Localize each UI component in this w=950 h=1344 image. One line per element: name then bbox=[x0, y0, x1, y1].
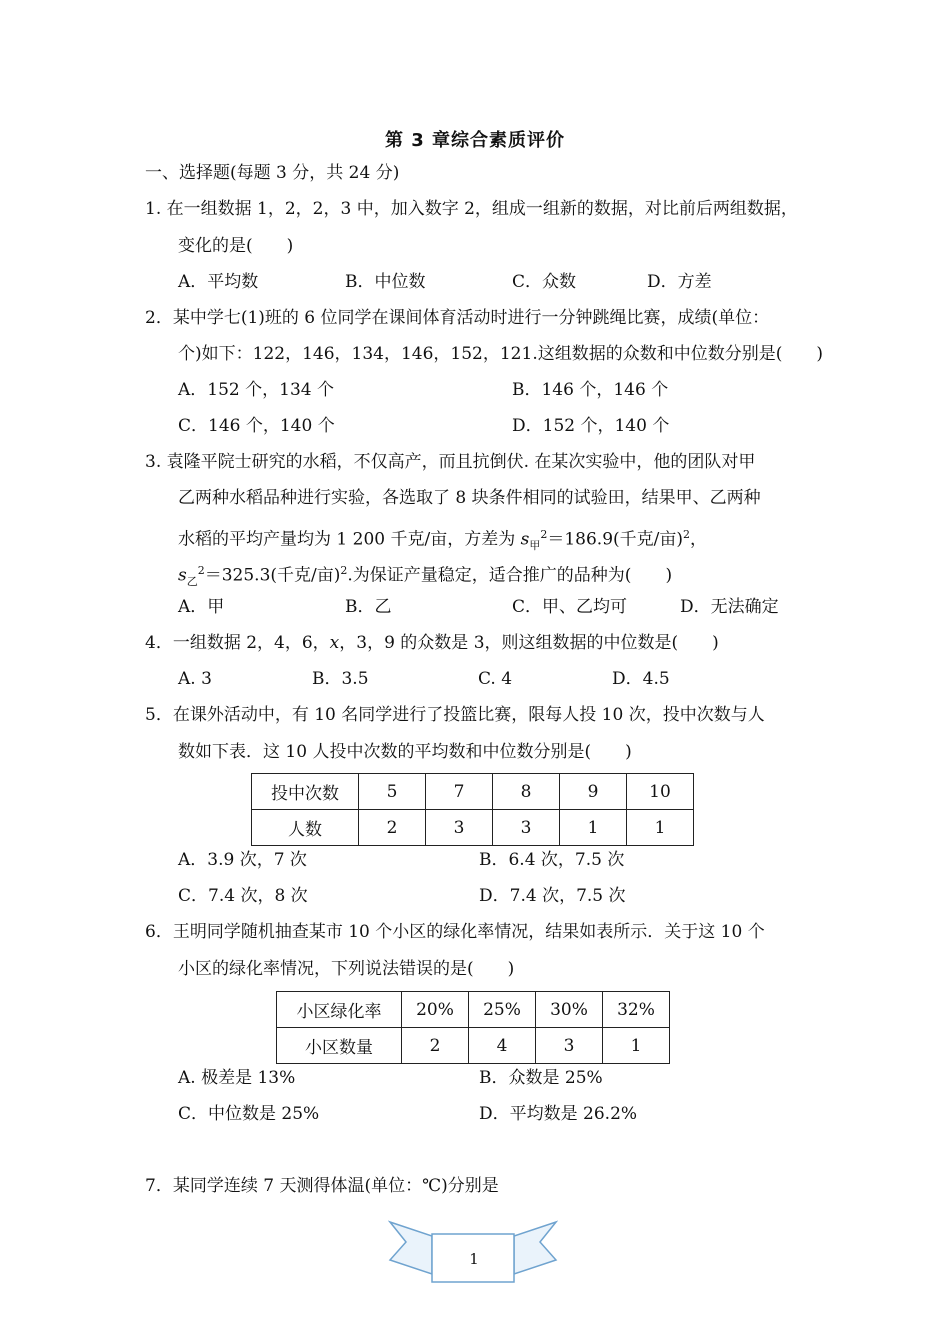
question-1-line-1: 1. 在一组数据 1，2，2，3 中，加入数字 2，组成一组新的数据，对比前后两组数据， bbox=[145, 199, 798, 219]
q5-option-a: A．3.9 次，7 次 bbox=[178, 850, 307, 870]
table-cell: 2 bbox=[359, 810, 426, 846]
question-6-line-2: 小区的绿化率情况，下列说法错误的是( ) bbox=[178, 959, 515, 979]
table-cell: 30% bbox=[536, 992, 603, 1028]
q1-option-a: A．平均数 bbox=[178, 272, 259, 292]
q4-option-a: A. 3 bbox=[178, 669, 212, 689]
superscript-2b: 2 bbox=[197, 564, 205, 577]
superscript-2: 2 bbox=[540, 528, 548, 541]
table-cell: 3 bbox=[493, 810, 560, 846]
page-title: 第 3 章综合素质评价 bbox=[384, 130, 566, 151]
table-cell: 1 bbox=[627, 810, 694, 846]
variance-symbol-jia: s bbox=[520, 529, 530, 550]
question-6-line-1: 6．王明同学随机抽查某市 10 个小区的绿化率情况，结果如表所示．关于这 10 个 bbox=[145, 922, 765, 942]
subscript-yi: 乙 bbox=[186, 575, 198, 589]
table-cell: 5 bbox=[359, 774, 426, 810]
q6-option-d: D．平均数是 26.2% bbox=[479, 1104, 638, 1124]
question-3-line-3: 水稻的平均产量均为 1 200 千克/亩，方差为 $s_甲^2=186.9$(千克/亩)$^2$， bbox=[178, 528, 708, 553]
table-row bbox=[252, 774, 694, 810]
page-number: 1 bbox=[469, 1250, 479, 1268]
table-row bbox=[252, 810, 694, 846]
question-1-line-2: 变化的是( ) bbox=[178, 236, 294, 256]
q4-text-b: ，3，9 的众数是 3，则这组数据的中位数是( ) bbox=[339, 633, 719, 653]
question-5-line-1: 5．在课外活动中，有 10 名同学进行了投篮比赛，限每人投 10 次，投中次数与人 bbox=[145, 705, 765, 725]
q5-option-c: C．7.4 次，8 次 bbox=[178, 886, 308, 906]
question-7-line-1: 7．某同学连续 7 天测得体温(单位：℃)分别是 bbox=[145, 1176, 499, 1196]
q3-text-d: .为保证产量稳定，适合推广的品种为( ) bbox=[347, 565, 673, 586]
q2-option-d: D．152 个，140 个 bbox=[512, 416, 670, 436]
q3-option-d: D．无法确定 bbox=[680, 597, 779, 617]
q4-variable-x: x bbox=[329, 633, 340, 653]
table-cell: 小区数量 bbox=[277, 1028, 402, 1064]
q3-option-b: B．乙 bbox=[345, 597, 392, 617]
q2-option-a: A．152 个，134 个 bbox=[178, 380, 334, 400]
q3-text-b: ＝186.9(千克/亩) bbox=[547, 529, 684, 550]
section-heading: 一、选择题(每题 3 分，共 24 分) bbox=[145, 163, 400, 183]
table-cell: 3 bbox=[536, 1028, 603, 1064]
table-cell: 3 bbox=[426, 810, 493, 846]
q5-option-b: B．6.4 次，7.5 次 bbox=[479, 850, 625, 870]
table-cell: 10 bbox=[627, 774, 694, 810]
table-cell: 4 bbox=[469, 1028, 536, 1064]
question-2-line-2: 个)如下：122，146，134，146，152，121.这组数据的众数和中位数分别是( ) bbox=[178, 344, 823, 364]
table-cell: 2 bbox=[402, 1028, 469, 1064]
q3-text-c: ＝325.3(千克/亩) bbox=[204, 565, 341, 586]
variance-symbol-yi: s bbox=[178, 565, 187, 586]
question-3-line-1: 3. 袁隆平院士研究的水稻，不仅高产，而且抗倒伏. 在某次实验中，他的团队对甲 bbox=[145, 452, 756, 472]
table-row bbox=[277, 992, 670, 1028]
table-cell: 人数 bbox=[252, 810, 359, 846]
q3-option-a: A．甲 bbox=[178, 597, 225, 617]
table-cell: 投中次数 bbox=[252, 774, 359, 810]
table-cell: 1 bbox=[560, 810, 627, 846]
table-cell: 32% bbox=[603, 992, 670, 1028]
q6-option-b: B．众数是 25% bbox=[479, 1068, 603, 1088]
q3-text-a: 水稻的平均产量均为 1 200 千克/亩，方差为 bbox=[178, 529, 516, 550]
question-2-line-1: 2．某中学七(1)班的 6 位同学在课间体育活动时进行一分钟跳绳比赛，成绩(单位： bbox=[145, 308, 770, 328]
table-cell: 9 bbox=[560, 774, 627, 810]
q5-table bbox=[251, 773, 694, 846]
subscript-jia: 甲 bbox=[529, 539, 541, 553]
q5-option-d: D．7.4 次，7.5 次 bbox=[479, 886, 626, 906]
q4-option-b: B．3.5 bbox=[312, 669, 369, 689]
table-cell: 8 bbox=[493, 774, 560, 810]
table-cell: 25% bbox=[469, 992, 536, 1028]
unit-superscript-2: 2 bbox=[683, 528, 691, 541]
q1-option-c: C．众数 bbox=[512, 272, 577, 292]
q2-option-c: C．146 个，140 个 bbox=[178, 416, 335, 436]
q1-option-b: B．中位数 bbox=[345, 272, 426, 292]
question-4-line-1 bbox=[145, 632, 719, 654]
q3-option-c: C．甲、乙均可 bbox=[512, 597, 628, 617]
q2-option-b: B．146 个，146 个 bbox=[512, 380, 669, 400]
q4-option-c: C. 4 bbox=[478, 669, 513, 689]
q4-option-d: D．4.5 bbox=[612, 669, 670, 689]
unit-superscript-2b: 2 bbox=[340, 564, 348, 577]
q6-table bbox=[276, 991, 670, 1064]
table-cell: 20% bbox=[402, 992, 469, 1028]
q6-option-a: A. 极差是 13% bbox=[178, 1068, 296, 1088]
table-row bbox=[277, 1028, 670, 1064]
question-3-line-2: 乙两种水稻品种进行实验，各选取了 8 块条件相同的试验田，结果甲、乙两种 bbox=[178, 488, 761, 508]
table-cell: 小区绿化率 bbox=[277, 992, 402, 1028]
q6-option-c: C．中位数是 25% bbox=[178, 1104, 320, 1124]
question-3-line-4 bbox=[178, 560, 672, 593]
q1-option-d: D．方差 bbox=[647, 272, 712, 292]
table-cell: 1 bbox=[603, 1028, 670, 1064]
q4-text-a: 4．一组数据 2，4，6， bbox=[145, 633, 330, 653]
question-5-line-2: 数如下表．这 10 人投中次数的平均数和中位数分别是( ) bbox=[178, 742, 632, 762]
table-cell: 7 bbox=[426, 774, 493, 810]
